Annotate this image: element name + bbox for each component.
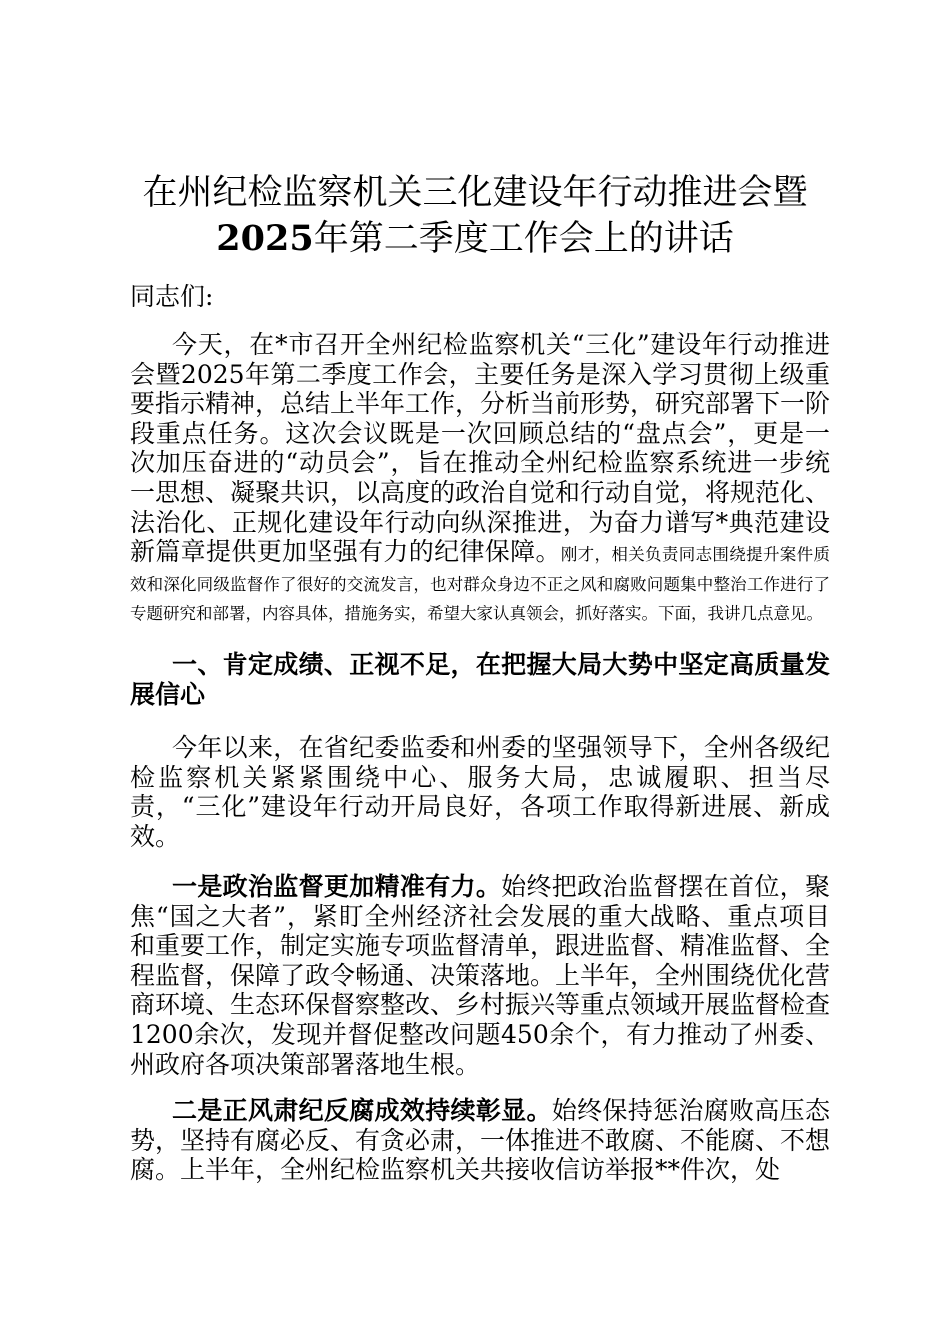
intro-small-text: 刚才，相关负责同志围绕提升案件质效和深化同级监督作了很好的交流发言，也对群众身边不正之风和腐败问题集中整治工作进行了专题研究和部署，内容具体，措施务实，希望大家认真领会，抓好落实。下面，我讲几点意见。 — [130, 545, 830, 624]
anti-corruption-lead: 二是正风肃纪反腐成效持续彰显。 — [172, 1096, 552, 1125]
title-line-2 — [100, 216, 850, 262]
title-year: 2025 — [216, 218, 314, 259]
political-supervision-lead: 一是政治监督更加精准有力。 — [172, 872, 502, 901]
intro-main-text: 今天，在*市召开全州纪检监察机关“三化”建设年行动推进会暨2025年第二季度工作会，主要任务是深入学习贯彻上级重要指示精神，总结上半年工作，分析当前形势，研究部署下一阶段重点任务。这次会议既是一次回顾总结的“盘点会”，更是一次加压奋进的“动员会”，旨在推动全州纪检监察系统进一步统一思想、凝聚共识，以高度的政治自觉和行动自觉，将规范化、法治化、正规化建设年行动向纵深推进，为奋力谱写*典范建设新篇章提供更加坚强有力的纪律保障。 — [130, 330, 831, 567]
document-title — [100, 170, 850, 262]
political-supervision-body: 始终把政治监督摆在首位，聚焦“国之大者”，紧盯全州经济社会发展的重大战略、重点项目和重要工作，制定实施专项监督清单，跟进监督、精准监督、全程监督，保障了政令畅通、决策落地。上半年，全州围绕优化营商环境、生态环保督察整改、乡村振兴等重点领域开展监督检查1200余次，发现并督促整改问题450余个，有力推动了州委、州政府各项决策部署落地生根。 — [130, 872, 831, 1079]
salutation: 同志们: — [130, 282, 214, 311]
paragraph-political-supervision — [130, 872, 830, 1079]
title-line-1: 在州纪检监察机关三化建设年行动推进会暨 — [142, 173, 808, 213]
title-line-2-text: 年第二季度工作会上的讲话 — [313, 219, 734, 259]
paragraph-overview: 今年以来，在省纪委监委和州委的坚强领导下，全州各级纪检监察机关紧紧围绕中心、服务大局，忠诚履职、担当尽责，“三化”建设年行动开局良好，各项工作取得新进展、新成效。 — [130, 733, 830, 851]
section-heading-1: 一、肯定成绩、正视不足，在把握大局大势中坚定高质量发展信心 — [130, 650, 830, 709]
paragraph-anti-corruption — [130, 1096, 830, 1185]
paragraph-intro — [130, 330, 830, 626]
anti-corruption-body: 始终保持惩治腐败高压态势，坚持有腐必反、有贪必肃，一体推进不敢腐、不能腐、不想腐。上半年，全州纪检监察机关共接收信访举报**件次，处 — [130, 1096, 831, 1185]
